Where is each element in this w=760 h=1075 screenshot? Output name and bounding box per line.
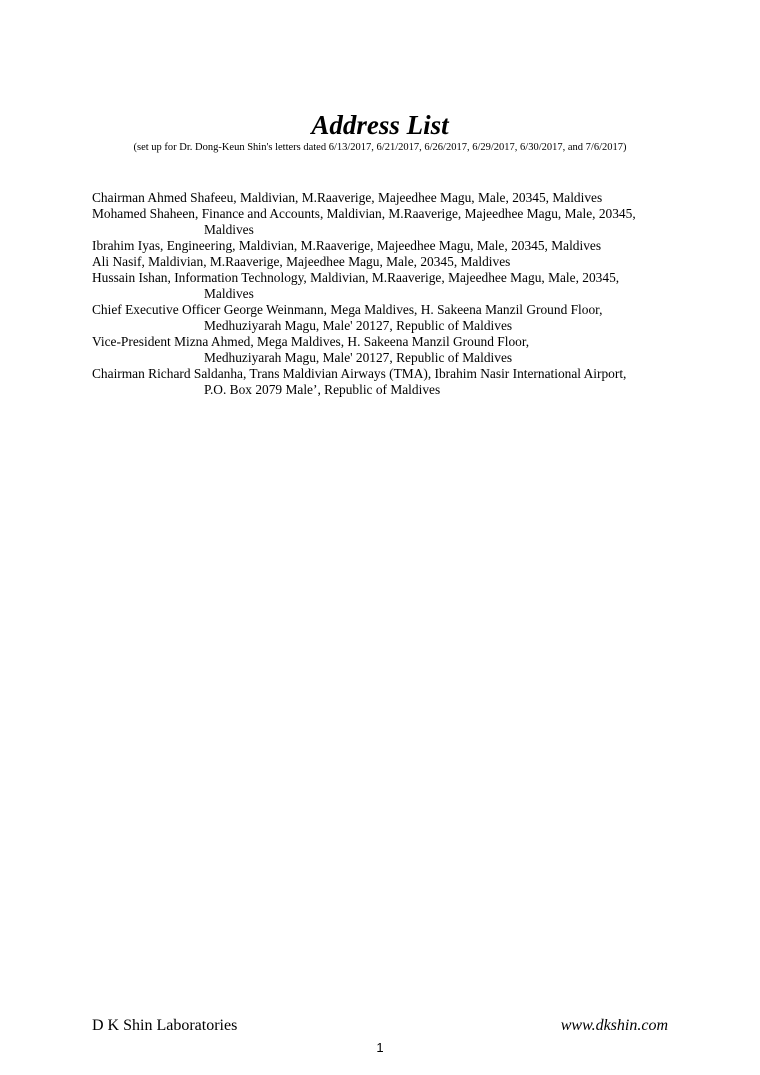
address-entry-2 [92,206,692,238]
address-entry-5 [92,270,692,302]
address-entry-3 [92,238,692,254]
page-number: 1 [376,1040,384,1055]
page-title: Address List [311,110,449,140]
footer-website: www.dkshin.com [560,1017,668,1034]
address-continuation: Medhuziyarah Magu, Male' 20127, Republic of Maldives [204,318,513,333]
address-line: Ali Nasif, Maldivian, M.Raaverige, Majeedhee Magu, Male, 20345, Maldives [92,254,511,269]
address-continuation: Medhuziyarah Magu, Male' 20127, Republic of Maldives [204,350,513,365]
address-continuation: Maldives [204,286,254,301]
footer-organization: D K Shin Laboratories [92,1017,238,1034]
address-entry-8 [92,366,692,398]
address-continuation: P.O. Box 2079 Male’, Republic of Maldives [204,382,441,397]
address-entry-1 [92,190,692,206]
address-entry-6 [92,302,692,334]
address-list [92,190,692,398]
address-line: Chief Executive Officer George Weinmann, Mega Maldives, H. Sakeena Manzil Ground Floor, [92,302,603,317]
address-line: Chairman Ahmed Shafeeu, Maldivian, M.Raaverige, Majeedhee Magu, Male, 20345, Maldives [92,190,603,205]
address-line: Ibrahim Iyas, Engineering, Maldivian, M.Raaverige, Majeedhee Magu, Male, 20345, Maldives [92,238,602,253]
address-line: Mohamed Shaheen, Finance and Accounts, Maldivian, M.Raaverige, Majeedhee Magu, Male, 20345, [92,206,636,221]
address-line: Vice-President Mizna Ahmed, Mega Maldives, H. Sakeena Manzil Ground Floor, [92,334,530,349]
page-subtitle: (set up for Dr. Dong-Keun Shin's letters dated 6/13/2017, 6/21/2017, 6/26/2017, 6/29/2017, 6/30/2017, and 7/6/2017) [133,142,627,153]
address-line: Chairman Richard Saldanha, Trans Maldivian Airways (TMA), Ibrahim Nasir International Airport, [92,366,627,381]
address-line: Hussain Ishan, Information Technology, Maldivian, M.Raaverige, Majeedhee Magu, Male, 20345, [92,270,620,285]
address-entry-4 [92,254,692,270]
address-continuation: Maldives [204,222,254,237]
address-entry-7 [92,334,692,366]
